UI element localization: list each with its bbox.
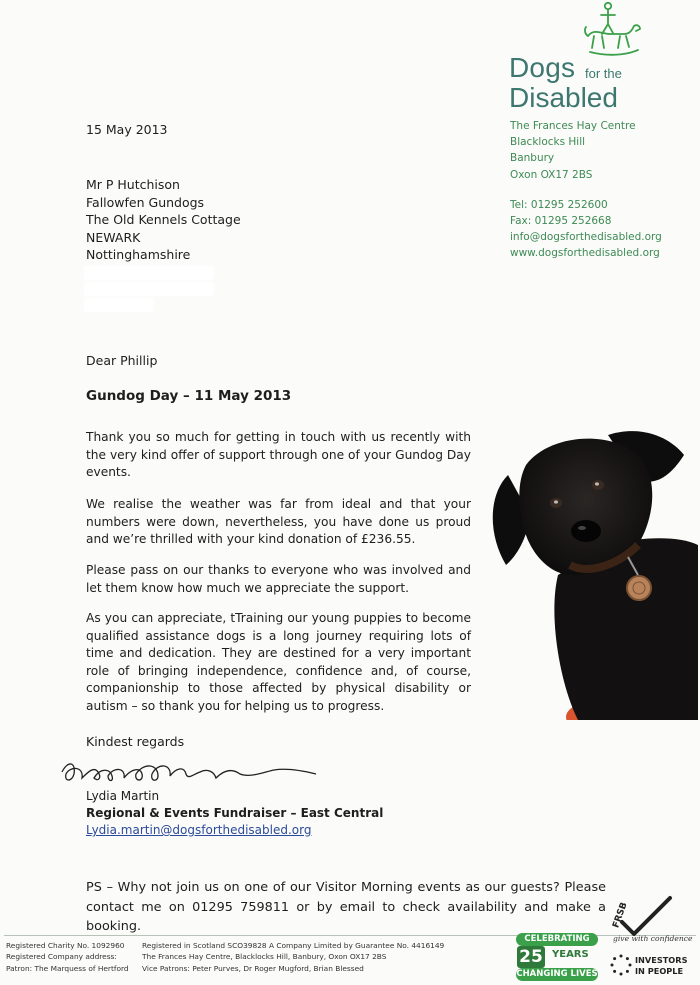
letter-subject: Gundog Day – 11 May 2013 xyxy=(86,388,292,404)
recipient-line: Mr P Hutchison xyxy=(86,177,180,192)
footer-line: Registered Company address: xyxy=(6,952,117,962)
signatory-name: Lydia Martin xyxy=(86,789,160,803)
redaction-mark xyxy=(84,266,214,280)
investors-in-people-dots-icon xyxy=(610,954,632,976)
celebrating-25-years-badge xyxy=(512,929,602,983)
sender-website[interactable]: www.dogsforthedisabled.org xyxy=(510,247,660,260)
investors-in-people-text xyxy=(635,955,687,976)
footer-company-block xyxy=(142,940,444,974)
badge-top-text: CELEBRATING xyxy=(516,933,598,946)
investors-in-people-logo xyxy=(610,951,695,981)
signatory-email-link[interactable]: Lydia.martin@dogsforthedisabled.org xyxy=(86,823,312,837)
recipient-line: The Old Kennels Cottage xyxy=(86,212,241,227)
badge-bottom-text: CHANGING LIVES xyxy=(516,969,598,979)
footer-registration-block xyxy=(6,940,129,974)
letter-date: 15 May 2013 xyxy=(86,122,168,137)
closing-line: Kindest regards xyxy=(86,734,185,749)
body-paragraph: Thank you so much for getting in touch with us recently with the very kind offer of support through one of your Gundog Day events. xyxy=(86,430,471,480)
sender-address-line: Banbury xyxy=(510,152,555,165)
frsb-tagline: give with confidence xyxy=(613,934,693,943)
sender-address-line: The Frances Hay Centre xyxy=(510,120,636,132)
logo-text-dogs: Dogs xyxy=(509,52,576,83)
svg-text:FRSB: FRSB xyxy=(611,901,630,930)
black-puppy-photo xyxy=(488,425,698,720)
logo-text-disabled: Disabled xyxy=(509,82,618,113)
footer-line: Registered in Scotland SCO39828 A Company Limited by Guarantee No. 4416149 xyxy=(142,941,445,950)
recipient-line: Nottinghamshire xyxy=(86,247,191,262)
sender-address-line: Oxon OX17 2BS xyxy=(510,168,593,181)
sender-address-block xyxy=(510,118,662,262)
iip-line: IN PEOPLE xyxy=(635,965,684,976)
salutation: Dear Phillip xyxy=(86,353,158,368)
recipient-line: NEWARK xyxy=(86,229,141,245)
postscript: PS – Why not join us on one of our Visitor Morning events as our guests? Please contact me on 01295 759811 or by email to check availability and make a booking. xyxy=(86,880,606,934)
iip-line: INVESTORS xyxy=(635,955,688,965)
badge-years-text: YEARS xyxy=(552,949,589,960)
dogs-for-the-disabled-logo xyxy=(508,0,668,112)
body-paragraph: Please pass on our thanks to everyone who was involved and let them know how much we appreciate the support. xyxy=(86,563,471,595)
recipient-address-block xyxy=(86,176,241,264)
sender-fax: Fax: 01295 252668 xyxy=(510,215,612,228)
sender-address-line: Blacklocks Hill xyxy=(510,136,586,149)
footer-line: The Frances Hay Centre, Blacklocks Hill, Banbury, Oxon OX17 2BS xyxy=(142,952,387,962)
body-paragraph: We realise the weather was far from ideal and that your numbers were down, nevertheless, you have done us proud and we’re thrilled with your kind donation of £236.55. xyxy=(86,497,471,547)
sender-email[interactable]: info@dogsforthedisabled.org xyxy=(510,231,662,244)
body-paragraph: As you can appreciate, tTraining our young puppies to become qualified assistance dogs is a long journey requiring lots of time and dedication. They are destined for a very important role of bringing independence, confidence and, of course, companionship to those affected by physical disability or autism – so thank you for helping us to progress. xyxy=(86,611,471,713)
dog-and-person-logo-icon xyxy=(580,0,644,58)
logo-text-for-the: for the xyxy=(585,66,622,81)
footer-line: Patron: The Marquess of Hertford xyxy=(6,963,129,973)
signatory-title: Regional & Events Fundraiser – East Central xyxy=(86,806,384,820)
redaction-mark xyxy=(84,282,214,296)
footer-line: Registered Charity No. 1092960 xyxy=(6,941,125,950)
sender-telephone: Tel: 01295 252600 xyxy=(510,198,608,211)
footer-line: Vice Patrons: Peter Purves, Dr Roger Mugford, Brian Blessed xyxy=(142,963,364,973)
badge-number: 25 xyxy=(517,946,545,968)
recipient-line: Fallowfen Gundogs xyxy=(86,194,205,210)
redaction-mark xyxy=(84,298,154,312)
